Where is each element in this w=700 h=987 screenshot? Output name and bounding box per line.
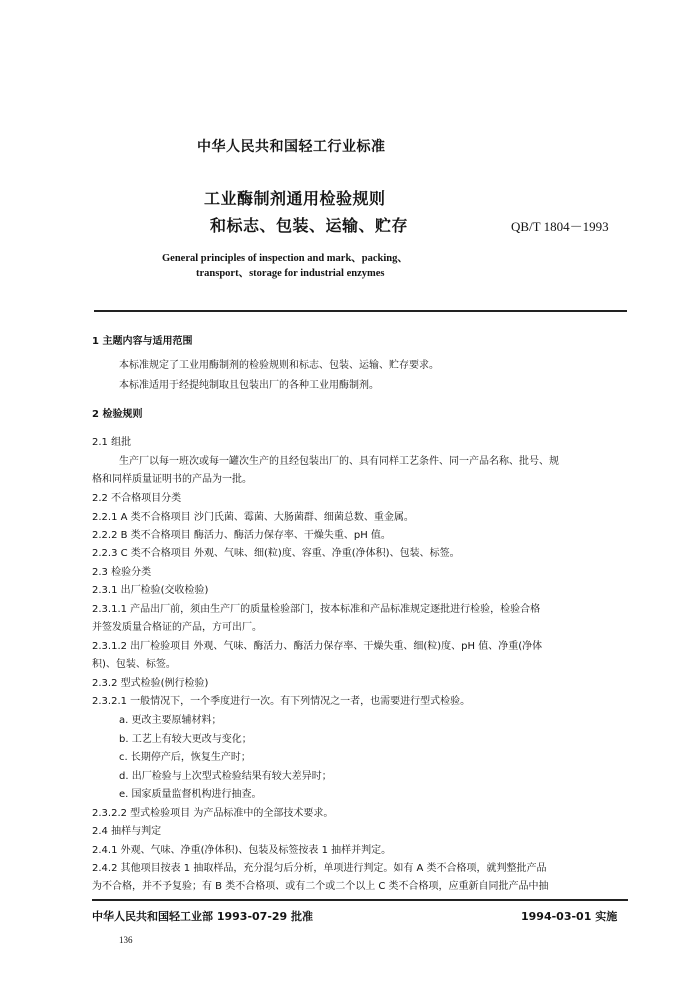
clause-2-2: 2.2 不合格项目分类 xyxy=(92,493,182,504)
clause-2-3-1: 2.3.1 出厂检验(交收检验) xyxy=(92,585,209,596)
footer-rule xyxy=(92,899,628,901)
list-item-d: d. 出厂检验与上次型式检验结果有较大差异时； xyxy=(119,771,332,782)
document-title-line1: 工业酶制剂通用检验规则 xyxy=(204,189,386,208)
english-title-line1: General principles of inspection and mark、packing、 xyxy=(162,253,408,264)
page-number: 136 xyxy=(119,935,133,945)
clause-2-2-2: 2.2.2 B 类不合格项目 酶活力、酶活力保存率、干燥失重、pH 值。 xyxy=(92,530,391,541)
section-1-heading: 1 主题内容与适用范围 xyxy=(92,336,193,347)
section-1-paragraph-2: 本标准适用于经提纯制取且包装出厂的各种工业用酶制剂。 xyxy=(119,380,379,391)
list-item-b: b. 工艺上有较大更改与变化； xyxy=(119,734,252,745)
list-item-c: c. 长期停产后，恢复生产时； xyxy=(119,752,251,763)
issuing-authority: 中华人民共和国轻工行业标准 xyxy=(197,139,386,155)
clause-2-3-2-1: 2.3.2.1 一般情况下，一个季度进行一次。有下列情况之一者，也需要进行型式检验。 xyxy=(92,696,471,707)
clause-2-3-2: 2.3.2 型式检验(例行检验) xyxy=(92,678,209,689)
clause-2-4-2-line2: 为不合格，并不予复验；有 B 类不合格项、或有二个或二个以上 C 类不合格项，应重新自同批产品中抽 xyxy=(92,881,549,892)
clause-2-3-1-2-line2: 积)、包装、标签。 xyxy=(92,659,176,670)
document-title-line2: 和标志、包装、运输、贮存 xyxy=(210,216,409,235)
clause-2-2-1: 2.2.1 A 类不合格项目 沙门氏菌、霉菌、大肠菌群、细菌总数、重金属。 xyxy=(92,512,414,523)
english-title-line2: transport、storage for industrial enzymes xyxy=(196,268,385,279)
clause-2-3: 2.3 检验分类 xyxy=(92,567,152,578)
clause-2-1-text-line2: 格和同样质量证明书的产品为一批。 xyxy=(92,474,252,485)
section-1-paragraph-1: 本标准规定了工业用酶制剂的检验规则和标志、包装、运输、贮存要求。 xyxy=(119,360,439,371)
implementation-date: 1994-03-01 实施 xyxy=(521,910,618,923)
list-item-a: a. 更改主要原辅材料； xyxy=(119,715,222,726)
clause-2-3-1-1-line2: 并签发质量合格证的产品，方可出厂。 xyxy=(92,622,262,633)
clause-2-2-3: 2.2.3 C 类不合格项目 外观、气味、细(粒)度、容重、净重(净体积)、包装、标签。 xyxy=(92,548,460,559)
clause-2-1-text-line1: 生产厂以每一班次或每一罐次生产的且经包装出厂的、具有同样工艺条件、同一产品名称、批号、规 xyxy=(119,456,559,467)
clause-2-3-1-1-line1: 2.3.1.1 产品出厂前，须由生产厂的质量检验部门，按本标准和产品标准规定逐批进行检验，检验合格 xyxy=(92,604,541,615)
section-2-heading: 2 检验规则 xyxy=(92,409,143,420)
clause-2-4-2-line1: 2.4.2 其他项目按表 1 抽取样品，充分混匀后分析，单项进行判定。如有 A 类不合格项，就判整批产品 xyxy=(92,863,547,874)
header-rule xyxy=(94,310,627,312)
clause-2-4: 2.4 抽样与判定 xyxy=(92,826,162,837)
approval-date: 中华人民共和国轻工业部 1993-07-29 批准 xyxy=(92,910,314,923)
list-item-e: e. 国家质量监督机构进行抽查。 xyxy=(119,789,262,800)
standard-code: QB/T 1804－1993 xyxy=(511,219,609,234)
clause-2-3-1-2-line1: 2.3.1.2 出厂检验项目 外观、气味、酶活力、酶活力保存率、干燥失重、细(粒)度、pH 值、净重(净体 xyxy=(92,641,543,652)
clause-2-3-2-2: 2.3.2.2 型式检验项目 为产品标准中的全部技术要求。 xyxy=(92,808,334,819)
clause-2-4-1: 2.4.1 外观、气味、净重(净体积)、包装及标签按表 1 抽样并判定。 xyxy=(92,845,392,856)
clause-2-1: 2.1 组批 xyxy=(92,437,132,448)
